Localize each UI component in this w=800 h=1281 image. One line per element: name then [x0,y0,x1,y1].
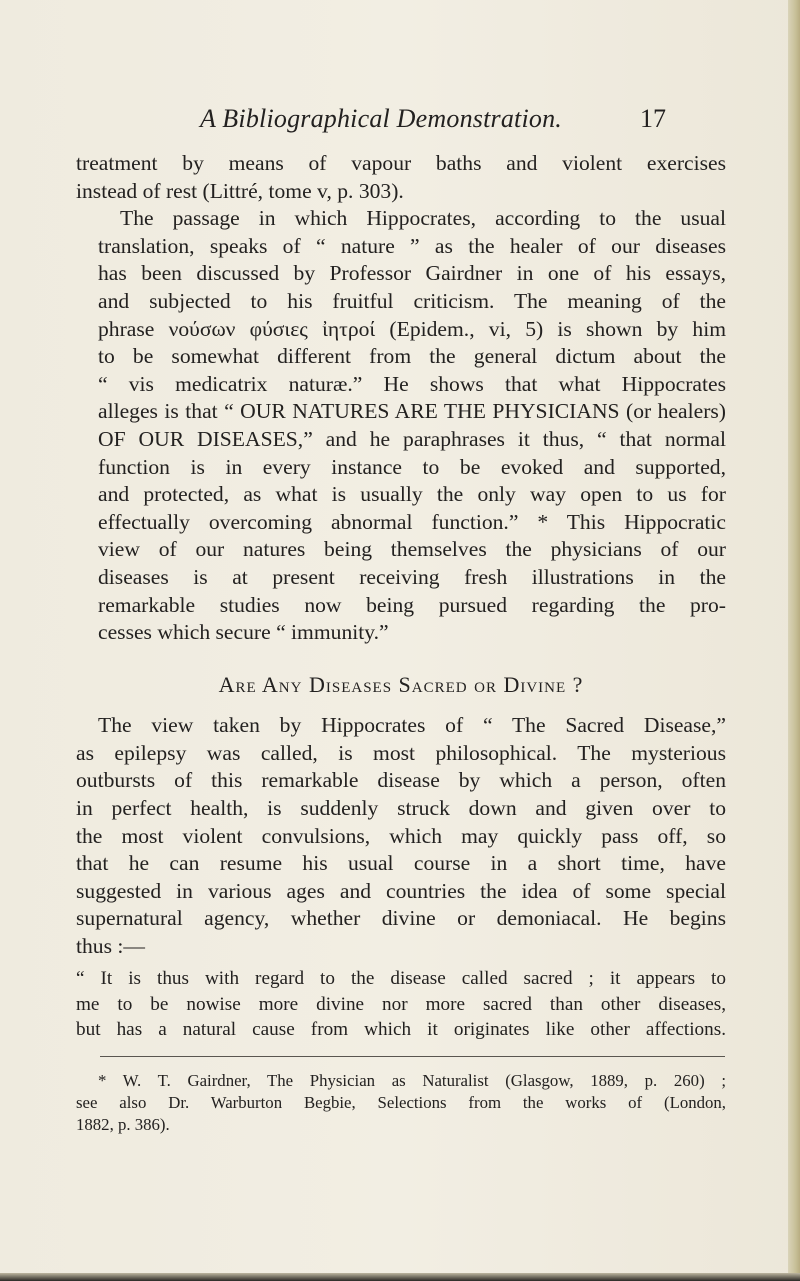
text-line: OF OUR DISEASES,” and he paraphrases it thus, “ that normal [98,426,726,451]
text-line: translation, speaks of “ nature ” as the healer of our diseases [98,233,726,258]
text-line: thus :— [76,934,145,959]
text-line: cesses which secure “ immunity.” [98,620,389,645]
footnote-divider [100,1056,725,1057]
text-line: has been discussed by Professor Gairdner in one of his essays, [98,261,726,286]
body-text [76,150,726,961]
page-edge-right [788,0,800,1281]
running-title: A Bibliographical Demonstration. [200,104,562,133]
footnote-line: see also Dr. Warburton Begbie, Selections from the works of (London, [76,1093,726,1112]
text-line: instead of rest (Littré, tome v, p. 303). [76,178,404,203]
text-line: The passage in which Hippocrates, according to the usual [120,206,726,231]
page-number: 17 [640,104,666,133]
text-line: outbursts of this remarkable disease by which a person, often [76,768,726,793]
quote-line: me to be nowise more divine nor more sacred than other diseases, [76,993,726,1015]
text-line: and protected, as what is usually the only way open to us for [98,482,726,507]
page-header [0,98,800,138]
text-line: “ vis medicatrix naturæ.” He shows that what Hippocrates [98,371,726,396]
text-line: the most violent convulsions, which may quickly pass off, so [76,823,726,848]
text-line: remarkable studies now being pursued regarding the pro- [98,592,726,617]
text-line: as epilepsy was called, is most philosophical. The mysterious [76,740,726,765]
paragraph-1 [76,150,726,205]
text-line: The view taken by Hippocrates of “ The Sacred Disease,” [98,713,726,738]
footnote [76,1070,726,1136]
text-line: treatment by means of vapour baths and violent exercises [76,151,726,175]
text-line: in perfect health, is suddenly struck down and given over to [76,796,726,821]
section-heading: Are Any Diseases Sacred or Divine ? [218,671,584,697]
page-edge-bottom [0,1273,800,1281]
text-line: alleges is that “ OUR NATURES ARE THE PHYSICIANS (or healers) [98,399,726,424]
text-line: phrase νούσων φύσιες ἰητροί (Epidem., vi, 5) is shown by him [98,316,726,341]
footnote-line: * W. T. Gairdner, The Physician as Naturalist (Glasgow, 1889, p. 260) ; [98,1071,726,1090]
paragraph-3 [76,712,726,960]
text-line: to be somewhat different from the general dictum about the [98,344,726,369]
text-line: diseases is at present receiving fresh illustrations in the [98,564,726,589]
text-line: effectually overcoming abnormal function.” * This Hippocratic [98,509,726,534]
footnote-line: 1882, p. 386). [76,1115,170,1134]
text-line: supernatural agency, whether divine or demoniacal. He begins [76,906,726,931]
text-line: that he can resume his usual course in a short time, have [76,851,726,876]
quote-line: “ It is thus with regard to the disease called sacred ; it appears to [76,968,726,989]
paragraph-2 [76,205,726,647]
text-line: suggested in various ages and countries the idea of some special [76,878,726,903]
text-line: function is in every instance to be evoked and supported, [98,454,726,479]
text-line: and subjected to his fruitful criticism. The meaning of the [98,288,726,313]
quote-line: but has a natural cause from which it originates like other affections. [76,1019,726,1040]
text-line: view of our natures being themselves the physicians of our [98,537,726,562]
block-quote [76,966,726,1043]
